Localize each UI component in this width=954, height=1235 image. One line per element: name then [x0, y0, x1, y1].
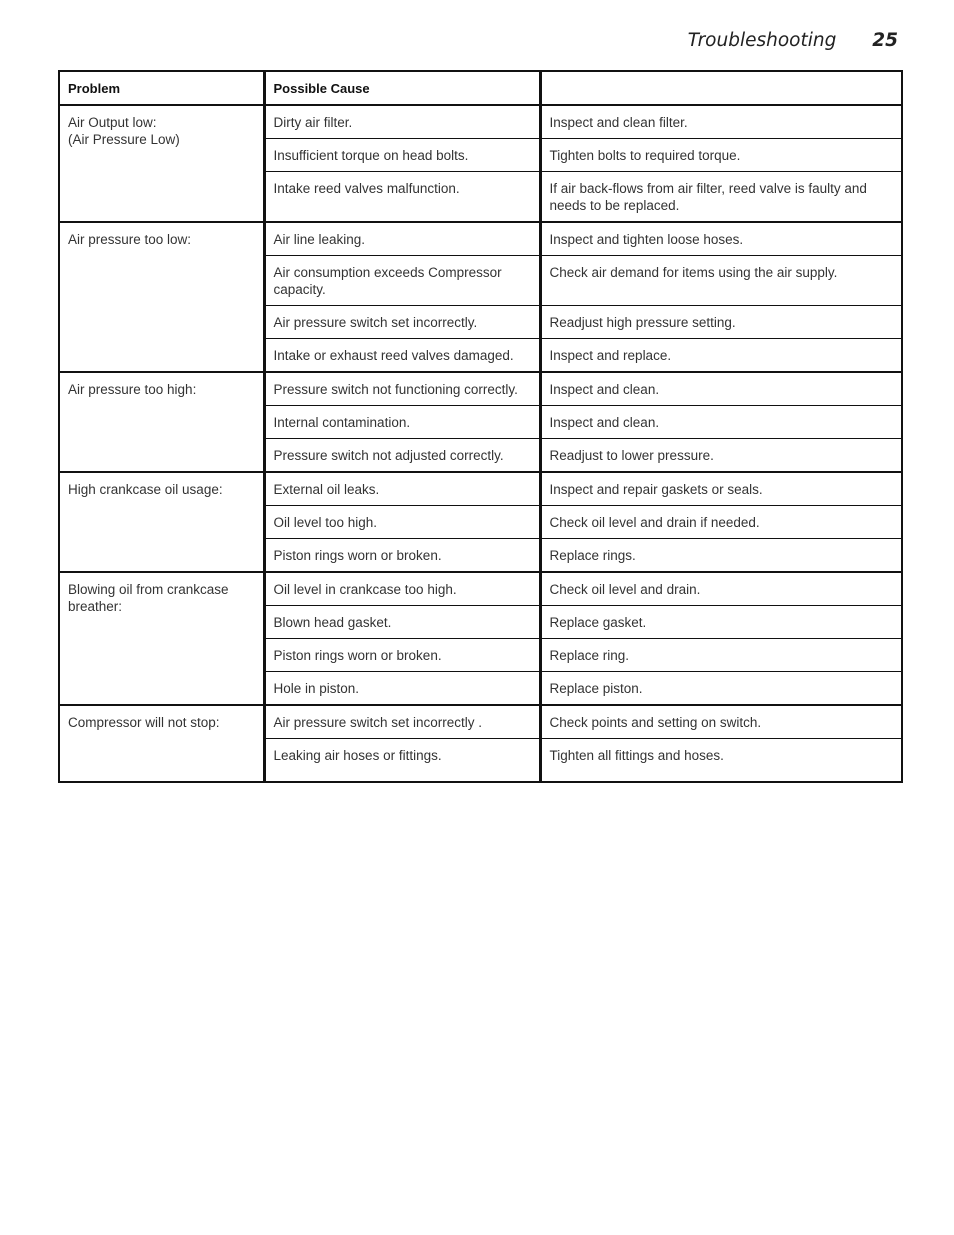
page-number: 25 [872, 30, 898, 51]
remedy-cell: Tighten all fittings and hoses. [540, 739, 902, 783]
remedy-cell: Inspect and clean filter. [540, 105, 902, 139]
problem-cell [59, 472, 264, 572]
cause-cell: External oil leaks. [264, 472, 540, 506]
cause-cell: Pressure switch not adjusted correctly. [264, 439, 540, 473]
table-row [59, 105, 902, 139]
cause-cell: Air consumption exceeds Compressor capacity. [264, 256, 540, 306]
troubleshooting-table [58, 70, 903, 783]
cause-cell: Oil level too high. [264, 506, 540, 539]
problem-cell [59, 222, 264, 372]
remedy-cell: Inspect and repair gaskets or seals. [540, 472, 902, 506]
cause-cell: Intake or exhaust reed valves damaged. [264, 339, 540, 373]
cause-cell: Oil level in crankcase too high. [264, 572, 540, 606]
remedy-cell: Inspect and replace. [540, 339, 902, 373]
remedy-cell: Readjust high pressure setting. [540, 306, 902, 339]
remedy-cell: Check oil level and drain. [540, 572, 902, 606]
page-header [688, 30, 898, 51]
problem-text: High crankcase oil usage: [68, 482, 223, 497]
cause-cell: Leaking air hoses or fittings. [264, 739, 540, 783]
cause-cell: Piston rings worn or broken. [264, 639, 540, 672]
remedy-cell: If air back-flows from air filter, reed valve is faulty and needs to be replaced. [540, 172, 902, 223]
problem-cell [59, 372, 264, 472]
remedy-cell: Replace rings. [540, 539, 902, 573]
table-header-row [59, 71, 902, 105]
remedy-cell: Check oil level and drain if needed. [540, 506, 902, 539]
cause-cell: Intake reed valves malfunction. [264, 172, 540, 223]
cause-cell: Hole in piston. [264, 672, 540, 706]
cause-cell: Piston rings worn or broken. [264, 539, 540, 573]
problem-text: Compressor will not stop: [68, 715, 220, 730]
problem-text: Air Output low: (Air Pressure Low) [68, 115, 180, 147]
problem-text: Air pressure too high: [68, 382, 197, 397]
problem-text: Blowing oil from crankcase breather: [68, 582, 229, 614]
cause-cell: Air pressure switch set incorrectly . [264, 705, 540, 739]
remedy-cell: Inspect and tighten loose hoses. [540, 222, 902, 256]
cause-cell: Air pressure switch set incorrectly. [264, 306, 540, 339]
remedy-cell: Replace piston. [540, 672, 902, 706]
cause-cell: Insufficient torque on head bolts. [264, 139, 540, 172]
remedy-cell: Replace ring. [540, 639, 902, 672]
remedy-cell: Readjust to lower pressure. [540, 439, 902, 473]
problem-cell [59, 705, 264, 782]
cause-cell: Pressure switch not functioning correctly. [264, 372, 540, 406]
table-row [59, 572, 902, 606]
remedy-cell: Replace gasket. [540, 606, 902, 639]
cause-cell: Internal contamination. [264, 406, 540, 439]
table-row [59, 372, 902, 406]
table-body [59, 105, 902, 782]
problem-cell [59, 572, 264, 705]
table-row [59, 222, 902, 256]
column-header-remedy [540, 71, 902, 105]
cause-cell: Blown head gasket. [264, 606, 540, 639]
cause-cell: Dirty air filter. [264, 105, 540, 139]
column-header-problem: Problem [59, 71, 264, 105]
remedy-cell: Tighten bolts to required torque. [540, 139, 902, 172]
cause-cell: Air line leaking. [264, 222, 540, 256]
column-header-possible-cause: Possible Cause [264, 71, 540, 105]
remedy-cell: Check points and setting on switch. [540, 705, 902, 739]
remedy-cell: Inspect and clean. [540, 406, 902, 439]
table-row [59, 705, 902, 739]
problem-cell [59, 105, 264, 222]
problem-text: Air pressure too low: [68, 232, 192, 247]
section-title: Troubleshooting [687, 30, 837, 51]
remedy-cell: Check air demand for items using the air supply. [540, 256, 902, 306]
remedy-cell: Inspect and clean. [540, 372, 902, 406]
table-row [59, 472, 902, 506]
